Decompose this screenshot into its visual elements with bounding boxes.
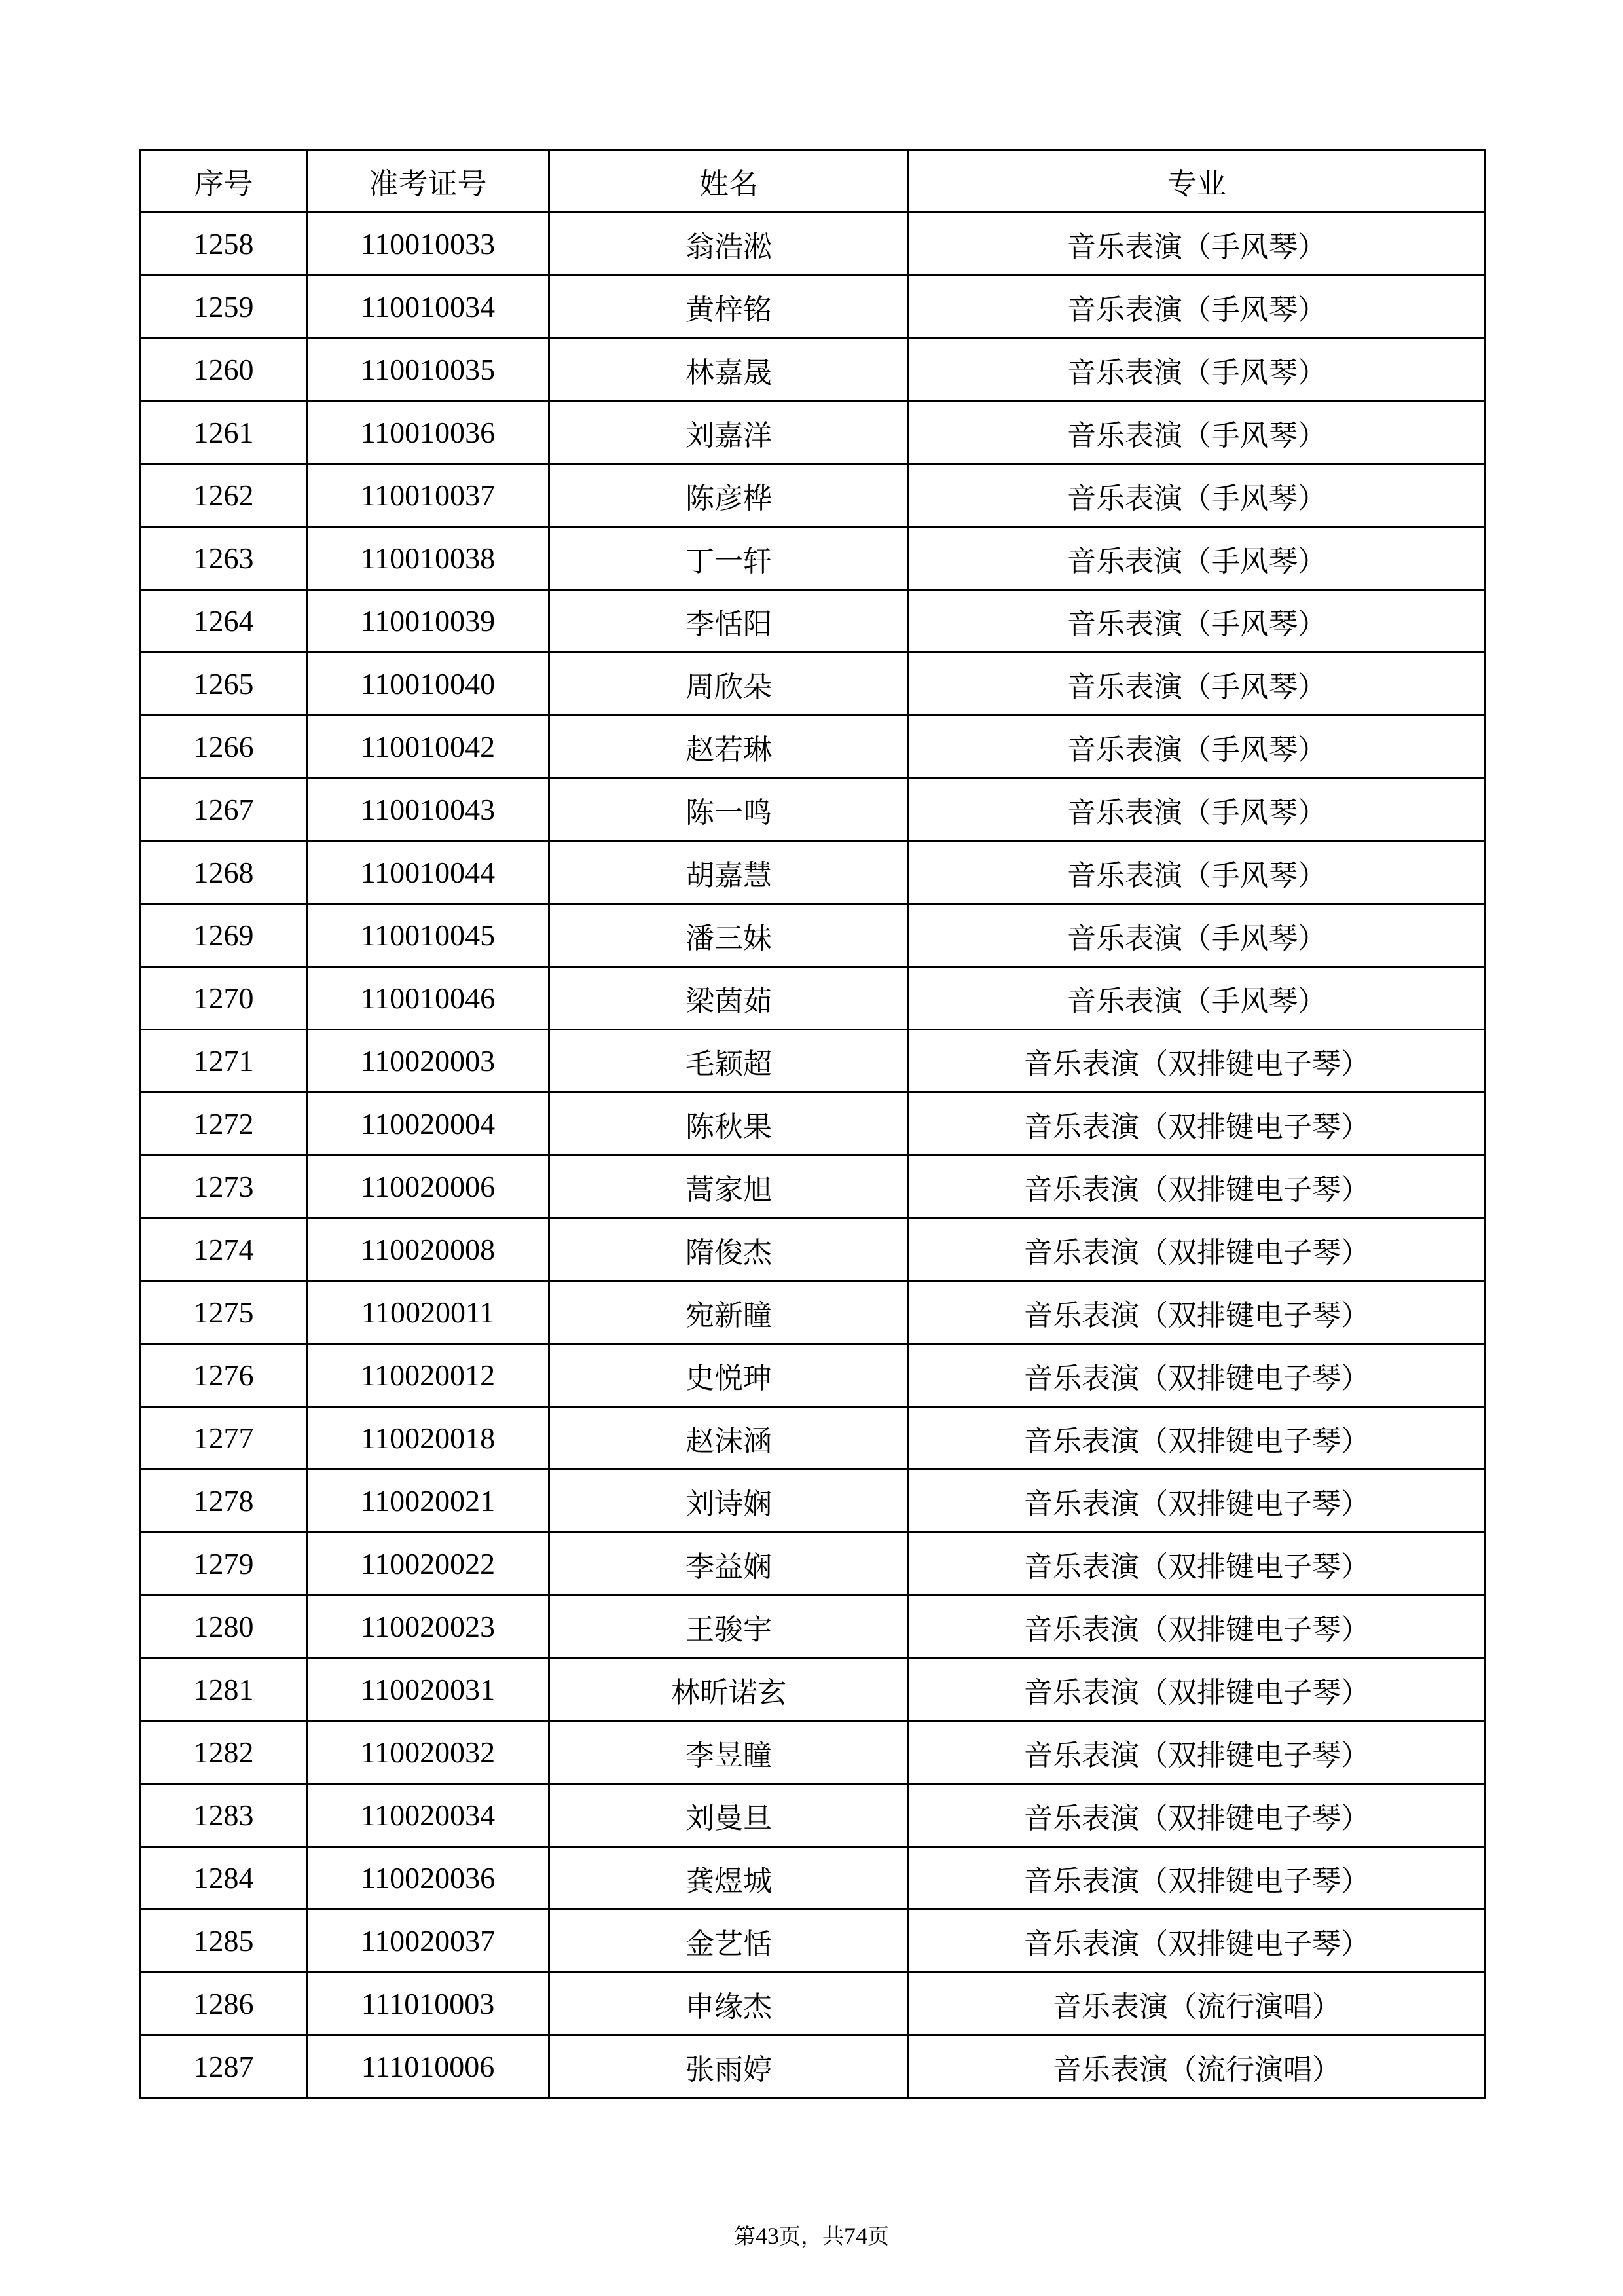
cell-serial: 1283 xyxy=(141,1784,307,1847)
cell-name: 黄梓铭 xyxy=(549,276,909,338)
cell-major: 音乐表演（手风琴） xyxy=(909,213,1486,276)
cell-serial: 1258 xyxy=(141,213,307,276)
cell-name: 翁浩淞 xyxy=(549,213,909,276)
footer-middle: 页，共 xyxy=(779,2223,844,2249)
cell-serial: 1282 xyxy=(141,1721,307,1784)
table-row xyxy=(141,653,1486,716)
cell-serial: 1278 xyxy=(141,1470,307,1533)
table-row xyxy=(141,967,1486,1030)
cell-major: 音乐表演（手风琴） xyxy=(909,527,1486,590)
cell-ticket-number: 110020008 xyxy=(307,1218,549,1281)
cell-serial: 1260 xyxy=(141,338,307,401)
cell-major: 音乐表演（双排键电子琴） xyxy=(909,1281,1486,1344)
table-row xyxy=(141,1595,1486,1658)
cell-name: 张雨婷 xyxy=(549,2035,909,2098)
cell-major: 音乐表演（手风琴） xyxy=(909,590,1486,653)
cell-serial: 1276 xyxy=(141,1344,307,1407)
cell-serial: 1274 xyxy=(141,1218,307,1281)
cell-ticket-number: 110020031 xyxy=(307,1658,549,1721)
cell-ticket-number: 110020018 xyxy=(307,1407,549,1470)
cell-serial: 1267 xyxy=(141,778,307,841)
cell-ticket-number: 110020023 xyxy=(307,1595,549,1658)
cell-name: 龚煜城 xyxy=(549,1847,909,1910)
cell-name: 刘曼旦 xyxy=(549,1784,909,1847)
cell-ticket-number: 110010040 xyxy=(307,653,549,716)
table-row xyxy=(141,1847,1486,1910)
cell-ticket-number: 110020022 xyxy=(307,1533,549,1595)
cell-name: 陈彦桦 xyxy=(549,464,909,527)
cell-name: 毛颖超 xyxy=(549,1030,909,1093)
table-row xyxy=(141,527,1486,590)
cell-major: 音乐表演（双排键电子琴） xyxy=(909,1156,1486,1218)
cell-serial: 1265 xyxy=(141,653,307,716)
cell-serial: 1286 xyxy=(141,1973,307,2035)
table-row xyxy=(141,1910,1486,1973)
cell-major: 音乐表演（手风琴） xyxy=(909,276,1486,338)
cell-major: 音乐表演（双排键电子琴） xyxy=(909,1344,1486,1407)
cell-name: 潘三妹 xyxy=(549,904,909,967)
table-row xyxy=(141,213,1486,276)
cell-serial: 1272 xyxy=(141,1093,307,1156)
header-serial: 序号 xyxy=(141,150,307,213)
cell-serial: 1285 xyxy=(141,1910,307,1973)
cell-major: 音乐表演（双排键电子琴） xyxy=(909,1533,1486,1595)
cell-major: 音乐表演（流行演唱） xyxy=(909,1973,1486,2035)
cell-serial: 1268 xyxy=(141,841,307,904)
cell-name: 金艺恬 xyxy=(549,1910,909,1973)
cell-ticket-number: 110010039 xyxy=(307,590,549,653)
header-name: 姓名 xyxy=(549,150,909,213)
cell-serial: 1263 xyxy=(141,527,307,590)
cell-name: 周欣朵 xyxy=(549,653,909,716)
results-table xyxy=(139,149,1486,2099)
cell-name: 李恬阳 xyxy=(549,590,909,653)
cell-serial: 1261 xyxy=(141,401,307,464)
table-row xyxy=(141,401,1486,464)
table-row xyxy=(141,2035,1486,2098)
cell-major: 音乐表演（双排键电子琴） xyxy=(909,1595,1486,1658)
cell-ticket-number: 110020032 xyxy=(307,1721,549,1784)
cell-name: 蒿家旭 xyxy=(549,1156,909,1218)
table-row xyxy=(141,1344,1486,1407)
cell-name: 赵若琳 xyxy=(549,716,909,778)
cell-major: 音乐表演（双排键电子琴） xyxy=(909,1218,1486,1281)
cell-serial: 1259 xyxy=(141,276,307,338)
cell-name: 史悦珅 xyxy=(549,1344,909,1407)
cell-major: 音乐表演（手风琴） xyxy=(909,338,1486,401)
table-row xyxy=(141,716,1486,778)
table-row xyxy=(141,1156,1486,1218)
table-row xyxy=(141,1721,1486,1784)
cell-serial: 1275 xyxy=(141,1281,307,1344)
cell-ticket-number: 110010046 xyxy=(307,967,549,1030)
cell-major: 音乐表演（双排键电子琴） xyxy=(909,1721,1486,1784)
cell-name: 林嘉晟 xyxy=(549,338,909,401)
cell-serial: 1271 xyxy=(141,1030,307,1093)
cell-serial: 1277 xyxy=(141,1407,307,1470)
results-table-container xyxy=(139,149,1484,2099)
table-row xyxy=(141,276,1486,338)
cell-major: 音乐表演（手风琴） xyxy=(909,464,1486,527)
cell-ticket-number: 110010035 xyxy=(307,338,549,401)
cell-ticket-number: 110020034 xyxy=(307,1784,549,1847)
table-row xyxy=(141,778,1486,841)
cell-name: 申缘杰 xyxy=(549,1973,909,2035)
page-footer xyxy=(0,2219,1623,2250)
table-row xyxy=(141,1030,1486,1093)
cell-ticket-number: 110020003 xyxy=(307,1030,549,1093)
cell-name: 李益娴 xyxy=(549,1533,909,1595)
cell-major: 音乐表演（手风琴） xyxy=(909,778,1486,841)
cell-ticket-number: 110010044 xyxy=(307,841,549,904)
table-row xyxy=(141,1658,1486,1721)
table-row xyxy=(141,1973,1486,2035)
cell-ticket-number: 110020036 xyxy=(307,1847,549,1910)
table-row xyxy=(141,464,1486,527)
cell-ticket-number: 111010006 xyxy=(307,2035,549,2098)
cell-major: 音乐表演（手风琴） xyxy=(909,401,1486,464)
cell-name: 丁一轩 xyxy=(549,527,909,590)
cell-serial: 1270 xyxy=(141,967,307,1030)
cell-ticket-number: 110020011 xyxy=(307,1281,549,1344)
cell-name: 刘嘉洋 xyxy=(549,401,909,464)
cell-ticket-number: 110010033 xyxy=(307,213,549,276)
table-row xyxy=(141,590,1486,653)
cell-name: 王骏宇 xyxy=(549,1595,909,1658)
cell-serial: 1281 xyxy=(141,1658,307,1721)
cell-ticket-number: 110020004 xyxy=(307,1093,549,1156)
table-row xyxy=(141,1533,1486,1595)
cell-ticket-number: 110020037 xyxy=(307,1910,549,1973)
table-row xyxy=(141,338,1486,401)
cell-name: 陈秋果 xyxy=(549,1093,909,1156)
cell-major: 音乐表演（手风琴） xyxy=(909,904,1486,967)
header-ticket-number: 准考证号 xyxy=(307,150,549,213)
cell-name: 赵沫涵 xyxy=(549,1407,909,1470)
cell-ticket-number: 110010043 xyxy=(307,778,549,841)
footer-total-pages: 74 xyxy=(844,2223,867,2249)
table-body xyxy=(141,213,1486,2098)
cell-major: 音乐表演（手风琴） xyxy=(909,841,1486,904)
cell-ticket-number: 110010045 xyxy=(307,904,549,967)
cell-major: 音乐表演（双排键电子琴） xyxy=(909,1847,1486,1910)
cell-ticket-number: 110010036 xyxy=(307,401,549,464)
cell-serial: 1269 xyxy=(141,904,307,967)
table-row xyxy=(141,841,1486,904)
cell-ticket-number: 110020006 xyxy=(307,1156,549,1218)
cell-name: 隋俊杰 xyxy=(549,1218,909,1281)
table-row xyxy=(141,1784,1486,1847)
table-row xyxy=(141,1218,1486,1281)
cell-serial: 1287 xyxy=(141,2035,307,2098)
header-major: 专业 xyxy=(909,150,1486,213)
cell-major: 音乐表演（双排键电子琴） xyxy=(909,1658,1486,1721)
cell-name: 林昕诺玄 xyxy=(549,1658,909,1721)
table-row xyxy=(141,1470,1486,1533)
cell-serial: 1273 xyxy=(141,1156,307,1218)
cell-major: 音乐表演（双排键电子琴） xyxy=(909,1784,1486,1847)
cell-major: 音乐表演（手风琴） xyxy=(909,967,1486,1030)
cell-major: 音乐表演（手风琴） xyxy=(909,716,1486,778)
footer-prefix: 第 xyxy=(734,2223,756,2249)
cell-serial: 1280 xyxy=(141,1595,307,1658)
cell-major: 音乐表演（手风琴） xyxy=(909,653,1486,716)
cell-major: 音乐表演（流行演唱） xyxy=(909,2035,1486,2098)
cell-major: 音乐表演（双排键电子琴） xyxy=(909,1407,1486,1470)
table-row xyxy=(141,1281,1486,1344)
cell-major: 音乐表演（双排键电子琴） xyxy=(909,1030,1486,1093)
cell-name: 宛新瞳 xyxy=(549,1281,909,1344)
cell-ticket-number: 110020012 xyxy=(307,1344,549,1407)
cell-name: 胡嘉慧 xyxy=(549,841,909,904)
cell-name: 陈一鸣 xyxy=(549,778,909,841)
cell-name: 梁茵茹 xyxy=(549,967,909,1030)
table-row xyxy=(141,904,1486,967)
cell-ticket-number: 110010034 xyxy=(307,276,549,338)
cell-serial: 1262 xyxy=(141,464,307,527)
cell-serial: 1264 xyxy=(141,590,307,653)
cell-major: 音乐表演（双排键电子琴） xyxy=(909,1910,1486,1973)
cell-serial: 1284 xyxy=(141,1847,307,1910)
cell-name: 李昱瞳 xyxy=(549,1721,909,1784)
cell-ticket-number: 110010038 xyxy=(307,527,549,590)
table-row xyxy=(141,1093,1486,1156)
footer-suffix: 页 xyxy=(867,2223,889,2249)
cell-ticket-number: 110010037 xyxy=(307,464,549,527)
footer-current-page: 43 xyxy=(756,2223,779,2249)
cell-name: 刘诗娴 xyxy=(549,1470,909,1533)
table-row xyxy=(141,1407,1486,1470)
cell-serial: 1279 xyxy=(141,1533,307,1595)
cell-ticket-number: 110020021 xyxy=(307,1470,549,1533)
cell-major: 音乐表演（双排键电子琴） xyxy=(909,1470,1486,1533)
cell-serial: 1266 xyxy=(141,716,307,778)
cell-major: 音乐表演（双排键电子琴） xyxy=(909,1093,1486,1156)
cell-ticket-number: 111010003 xyxy=(307,1973,549,2035)
table-header-row xyxy=(141,150,1486,213)
cell-ticket-number: 110010042 xyxy=(307,716,549,778)
